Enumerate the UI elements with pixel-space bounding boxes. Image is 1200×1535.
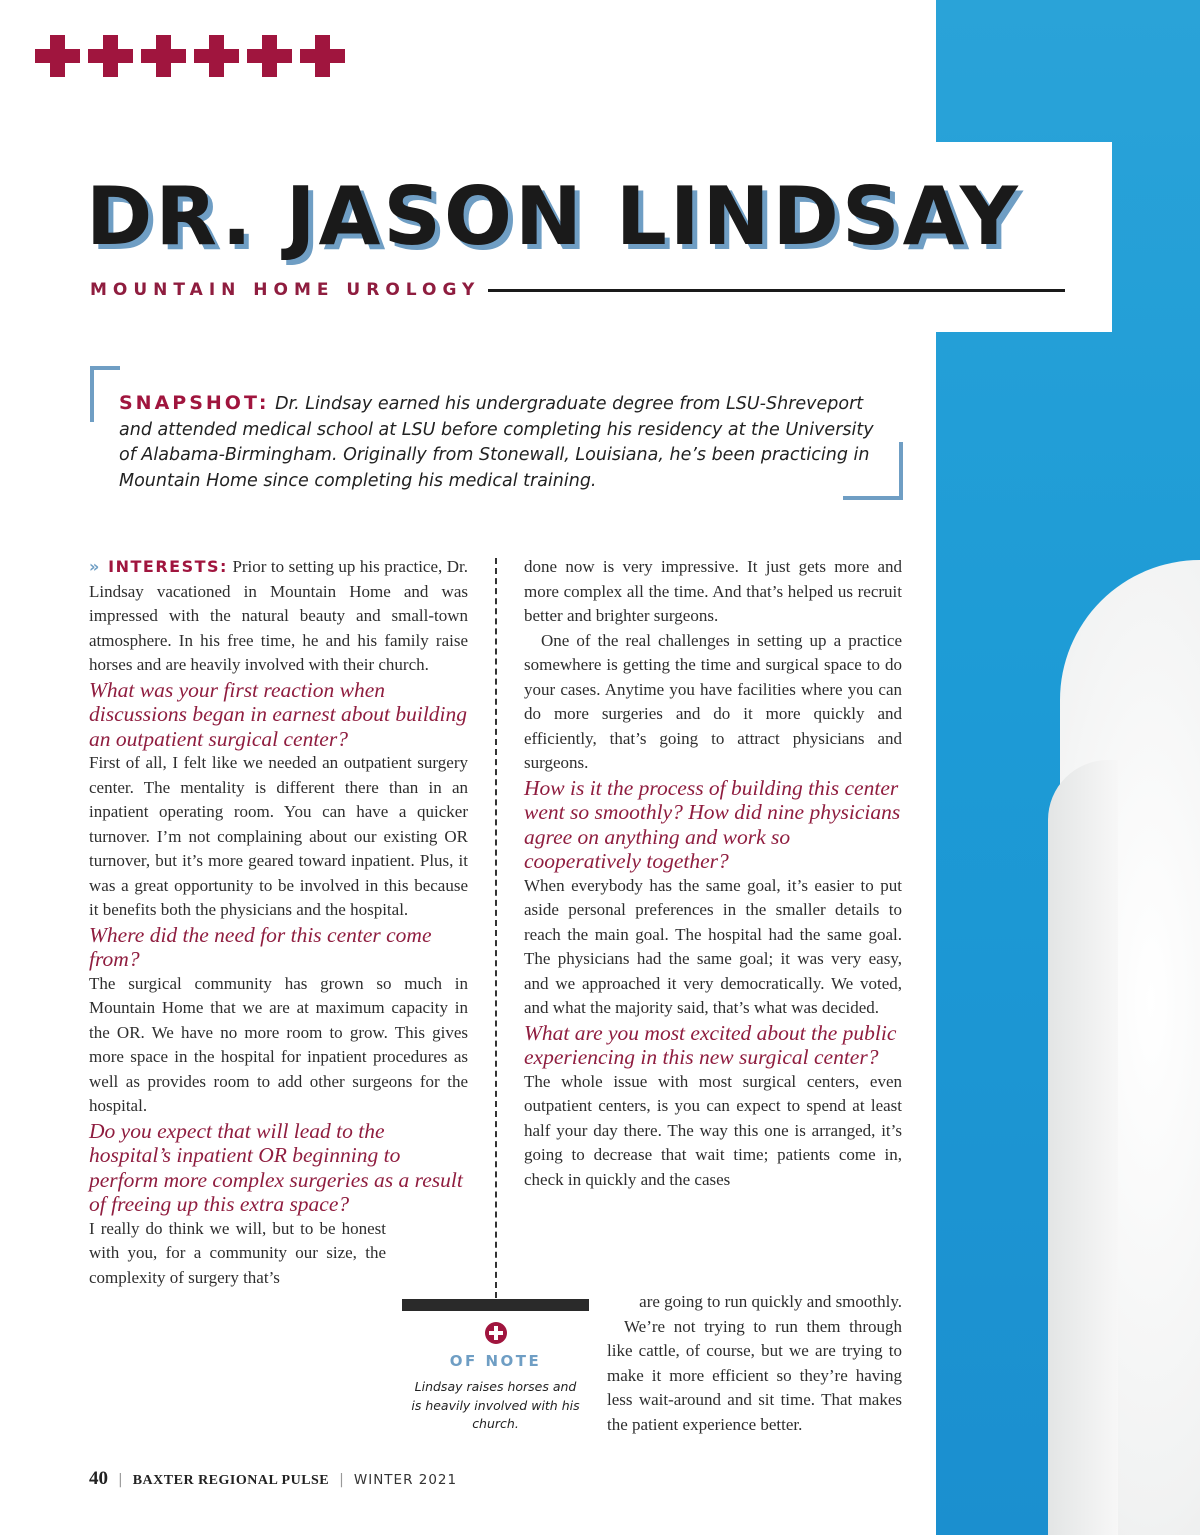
cross-icon bbox=[247, 35, 292, 77]
question-4: How is it the process of building this center went so smoothly? How did nine physicians agree on anything and work so cooperatively together? bbox=[524, 775, 901, 873]
column-right-lower bbox=[607, 1290, 902, 1437]
column-right bbox=[524, 555, 902, 1192]
cross-icon bbox=[300, 35, 345, 77]
snapshot-bracket-top bbox=[90, 366, 120, 422]
publication-name: BAXTER REGIONAL PULSE bbox=[132, 1473, 330, 1488]
practice-name: MOUNTAIN HOME UROLOGY bbox=[90, 280, 481, 300]
question-1: What was your first reaction when discussions began in earnest about building an outpatient surgical center? bbox=[89, 677, 468, 751]
page-number: 40 bbox=[89, 1468, 108, 1489]
interests-text: Prior to setting up his practice, Dr. Lindsay vacationed in Mountain Home and was impressed with the natural beauty and small-town atmosphere. In his free time, he and his family raise horses and are heavily involved with their church. bbox=[89, 557, 469, 674]
issue-date: WINTER 2021 bbox=[353, 1472, 458, 1488]
snapshot-label: SNAPSHOT: bbox=[119, 392, 270, 414]
question-2: Where did the need for this center come from? bbox=[89, 922, 432, 971]
answer-5-paragraph-2: We’re not trying to run them through like cattle, of course, but we are trying to make it more efficient so they’re having less wait-around and sit time. That makes the patient experience better. bbox=[607, 1316, 902, 1434]
plus-circle-icon bbox=[485, 1322, 507, 1344]
interests-paragraph bbox=[89, 555, 468, 678]
of-note-title: OF NOTE bbox=[449, 1352, 542, 1370]
cross-icon bbox=[141, 35, 186, 77]
answer-2: The surgical community has grown so much in Mountain Home that we are at maximum capacity in the OR. We have no more room to grow. This gives more space in the hospital for inpatient procedures as well as provides room to add other surgeons for the hospital. bbox=[89, 973, 468, 1115]
column-left bbox=[89, 555, 468, 1290]
cross-icon bbox=[194, 35, 239, 77]
practice-row bbox=[90, 280, 1065, 300]
answer-4: When everybody has the same goal, it’s easier to put aside personal preferences in the smaller details to reach the main goal. The hospital had the same goal. The physicians had the same goal; it was very easy, and we approached it very democratically. We voted, and what the majority said, that’s what was decided. bbox=[524, 875, 902, 1017]
snapshot bbox=[119, 391, 877, 494]
chevron-right-icon: » bbox=[89, 557, 101, 576]
practice-rule bbox=[488, 289, 1065, 292]
footer-separator: | bbox=[339, 1472, 344, 1488]
column-divider bbox=[495, 558, 497, 1298]
question-3: Do you expect that will lead to the hospital’s inpatient OR beginning to perform more complex surgeries as a result of freeing up this extra space? bbox=[89, 1118, 463, 1216]
coat-sleeve bbox=[1048, 760, 1118, 1535]
question-5: What are you most excited about the public experiencing in this new surgical center? bbox=[524, 1020, 897, 1069]
cross-icon bbox=[35, 35, 80, 77]
of-note-bar bbox=[402, 1299, 589, 1311]
answer-5-continued: are going to run quickly and smoothly. bbox=[639, 1292, 902, 1311]
interests-label: » INTERESTS: bbox=[89, 557, 228, 576]
snapshot-text: Dr. Lindsay earned his undergraduate degree from LSU-Shreveport and attended medical school at LSU before completing his residency at the University of Alabama-Birmingham. Originally from Stonewall, Louisiana, he’s been practicing in Mountain Home since completing his medical training. bbox=[119, 394, 874, 491]
page-footer bbox=[89, 1468, 457, 1490]
doctor-name: DR. JASON LINDSAY bbox=[86, 170, 1021, 263]
of-note-text: Lindsay raises horses and is heavily involved with his church. bbox=[411, 1379, 580, 1431]
footer-separator: | bbox=[118, 1472, 123, 1488]
cross-icon bbox=[88, 35, 133, 77]
answer-3-start: I really do think we will, but to be honest with you, for a community our size, the complexity of surgery that’s bbox=[89, 1218, 386, 1287]
answer-3-continued: done now is very impressive. It just gets more and more complex all the time. And that’s helped us recruit better and brighter surgeons. bbox=[524, 557, 902, 625]
answer-3-paragraph-2: One of the real challenges in setting up a practice somewhere is getting the time and surgical space to do your cases. Anytime you have facilities where you can do more surgeries and do it more quickly and efficiently, that’s going to attract physicians and surgeons. bbox=[524, 630, 902, 772]
cross-row bbox=[35, 35, 345, 77]
answer-5-start: The whole issue with most surgical centers, even outpatient centers, is you can expect to spend at least half your day there. The way this one is arranged, it’s going to decrease that wait time; patients come in, check in quickly and the cases bbox=[524, 1071, 902, 1189]
answer-1: First of all, I felt like we needed an outpatient surgery center. The mentality is different there than in an inpatient operating room. You can have a quicker turnover. I’m not complaining about our existing OR turnover, but it’s more geared toward inpatient. Plus, it was a great opportunity to be involved in this because it benefits both the physicians and the hospital. bbox=[89, 753, 468, 919]
